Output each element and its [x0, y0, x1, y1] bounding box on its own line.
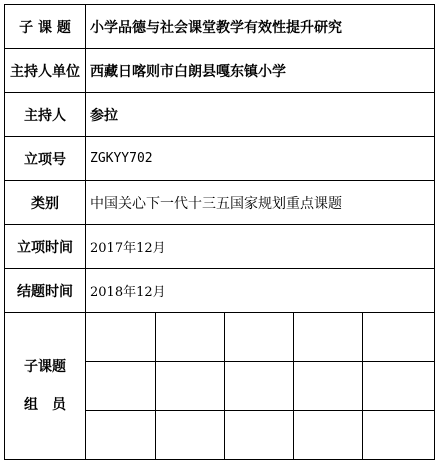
members-label-line2: 组 员: [24, 397, 66, 413]
members-label: [5, 313, 86, 460]
member-cell: [363, 313, 435, 362]
completion-date-label: 结题时间: [5, 269, 86, 313]
approval-date-label: 立项时间: [5, 225, 86, 269]
project-number-label: 立项号: [5, 137, 86, 181]
host-unit-value: 西藏日喀则市白朗县嘎东镇小学: [86, 49, 435, 93]
member-cell: [294, 362, 363, 411]
member-cell: [225, 411, 294, 460]
member-row: [5, 313, 435, 362]
members-label-line1: 子课题: [24, 359, 66, 375]
row-subtopic: [5, 5, 435, 49]
member-cell: [156, 313, 225, 362]
category-label: 类别: [5, 181, 86, 225]
member-cell: [86, 362, 156, 411]
row-project-number: [5, 137, 435, 181]
row-completion-date: [5, 269, 435, 313]
member-cell: [294, 313, 363, 362]
host-unit-label: 主持人单位: [5, 49, 86, 93]
member-cell: [294, 411, 363, 460]
completion-date-value: 2018年12月: [86, 269, 435, 313]
row-category: [5, 181, 435, 225]
member-cell: [363, 362, 435, 411]
member-cell: [156, 362, 225, 411]
host-label: 主持人: [5, 93, 86, 137]
member-cell: [363, 411, 435, 460]
row-host: [5, 93, 435, 137]
row-host-unit: [5, 49, 435, 93]
member-cell: [86, 313, 156, 362]
row-approval-date: [5, 225, 435, 269]
member-cell: [86, 411, 156, 460]
project-info-table: [4, 4, 435, 460]
member-cell: [225, 313, 294, 362]
member-cell: [225, 362, 294, 411]
subtopic-label: 子 课 题: [5, 5, 86, 49]
project-number-value: ZGKYY702: [86, 137, 435, 181]
subtopic-value: 小学品德与社会课堂教学有效性提升研究: [86, 5, 435, 49]
approval-date-value: 2017年12月: [86, 225, 435, 269]
host-value: 参拉: [86, 93, 435, 137]
member-cell: [156, 411, 225, 460]
category-value: 中国关心下一代十三五国家规划重点课题: [86, 181, 435, 225]
